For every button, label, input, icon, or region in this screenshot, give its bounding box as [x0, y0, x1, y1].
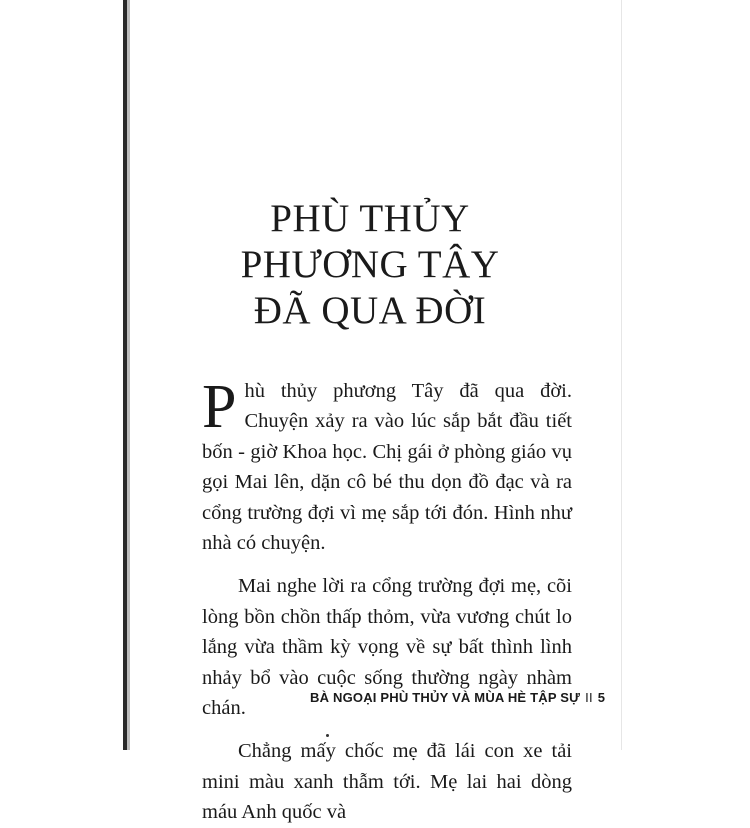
footer-book-title: BÀ NGOẠI PHÙ THỦY VÀ MÙA HÈ TẬP SỰ: [310, 690, 581, 705]
paragraph-1: [202, 373, 572, 558]
chapter-title-line-2: PHƯƠNG TÂY: [240, 243, 500, 286]
paragraph-3: Chẳng mấy chốc mẹ đã lái con xe tải mini màu xanh thẫm tới. Mẹ lai hai dòng máu Anh quốc và: [202, 740, 572, 824]
chapter-title: [0, 196, 740, 334]
scan-speck: [326, 734, 329, 737]
footer-separator: II: [585, 690, 593, 705]
drop-cap: P: [202, 373, 237, 441]
paragraph-2: Mai nghe lời ra cổng trường đợi mẹ, cõi lòng bồn chồn thấp thỏm, vừa vương chút lo lắng vừa thầm kỳ vọng về sự bất thình lình nhảy bổ vào cuộc sống thường ngày nhàm chán.: [202, 575, 572, 720]
paragraph-1-text: hù thủy phương Tây đã qua đời. Chuyện xảy ra vào lúc sắp bắt đầu tiết bốn - giờ Khoa học. Chị gái ở phòng giáo vụ gọi Mai lên, dặn cô bé thu dọn đồ đạc và ra cổng trường đợi vì mẹ sắp tới đón. Hình như nhà có chuyện.: [202, 380, 572, 555]
page-right-edge: [621, 0, 622, 750]
page-binding-shadow: [127, 0, 130, 750]
chapter-title-line-1: PHÙ THỦY: [270, 197, 470, 240]
chapter-body: [202, 373, 572, 828]
running-footer: [310, 690, 606, 705]
chapter-title-line-3: ĐÃ QUA ĐỜI: [253, 289, 487, 332]
page-number: 5: [597, 690, 606, 705]
